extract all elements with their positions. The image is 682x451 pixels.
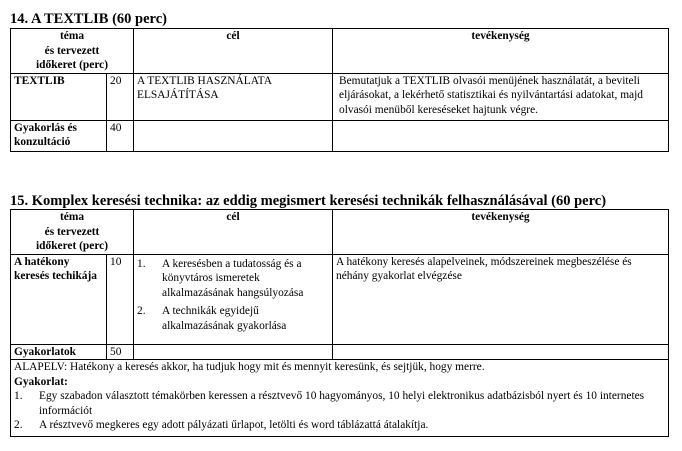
header-goal: cél bbox=[134, 210, 333, 255]
section-14-table bbox=[10, 28, 669, 152]
section-14-title: 14. A TEXTLIB (60 perc) bbox=[10, 11, 167, 27]
list-item: 2. A technikák egyidejű alkalmazásának gyakorlása bbox=[137, 305, 287, 332]
header-topic: téma és tervezett időkeret (perc) bbox=[11, 29, 134, 74]
table-row bbox=[11, 360, 669, 437]
list-item: 2. A résztvevő megkeres egy adott pályázati űrlapot, letölti és word táblázattá átalakítja. bbox=[14, 419, 429, 431]
row-time: 20 bbox=[107, 73, 134, 120]
row-activity bbox=[333, 344, 669, 360]
list-item: 1. A keresésben a tudatosság és a könyvtáros ismeretek alkalmazásának hangsúlyozása bbox=[137, 257, 304, 299]
table-header-row bbox=[11, 29, 669, 74]
row-topic: A hatékony keresés techikája bbox=[11, 254, 107, 344]
table-header-row bbox=[11, 210, 669, 255]
header-goal: cél bbox=[134, 29, 333, 74]
row-time: 50 bbox=[107, 344, 134, 360]
row-goal bbox=[134, 254, 333, 344]
section-15-table bbox=[10, 209, 669, 437]
section-15-title: 15. Komplex keresési technika: az eddig megismert keresési technikák felhasználásával (60 perc) bbox=[10, 193, 607, 209]
row-activity: Bemutatjuk a TEXTLIB olvasói menüjének használatát, a beviteli eljárásokat, a lekérhető statisztikai és nyilvántartási adatokat, majd olvasói menüből kereséseket hajtunk végre. bbox=[333, 73, 669, 120]
row-topic: Gyakorlás és konzultáció bbox=[11, 120, 107, 151]
row-activity bbox=[333, 120, 669, 151]
list-item: 1. Egy szabadon választott témakörben keressen a résztvevő 10 hagyományos, 10 helyi elektronikus adatbázisból nyert és 10 internetes információt bbox=[14, 390, 645, 417]
table-row bbox=[11, 254, 669, 344]
goal-list bbox=[137, 257, 329, 334]
table-row bbox=[11, 73, 669, 120]
header-activity: tevékenység bbox=[333, 29, 669, 74]
practice-title: Gyakorlat: bbox=[14, 375, 68, 388]
row-topic: Gyakorlatok bbox=[11, 344, 107, 360]
row-activity: A hatékony keresés alapelveinek, módszereinek megbeszélése és néhány gyakorlat elvégzése bbox=[333, 254, 669, 344]
principle-cell bbox=[11, 360, 669, 437]
row-goal bbox=[134, 344, 333, 360]
row-goal: A TEXTLIB HASZNÁLATA ELSAJÁTÍTÁSA bbox=[134, 73, 333, 120]
table-row bbox=[11, 344, 669, 360]
row-time: 10 bbox=[107, 254, 134, 344]
header-topic: téma és tervezett időkeret (perc) bbox=[11, 210, 134, 255]
practice-list bbox=[14, 389, 665, 433]
table-row bbox=[11, 120, 669, 151]
header-activity: tevékenység bbox=[333, 210, 669, 255]
row-topic: TEXTLIB bbox=[11, 73, 107, 120]
principle-text: ALAPELV: Hatékony a keresés akkor, ha tudjuk hogy mit és mennyit keresünk, és sejtjük, hogy merre. bbox=[14, 361, 485, 373]
row-time: 40 bbox=[107, 120, 134, 151]
row-goal bbox=[134, 120, 333, 151]
